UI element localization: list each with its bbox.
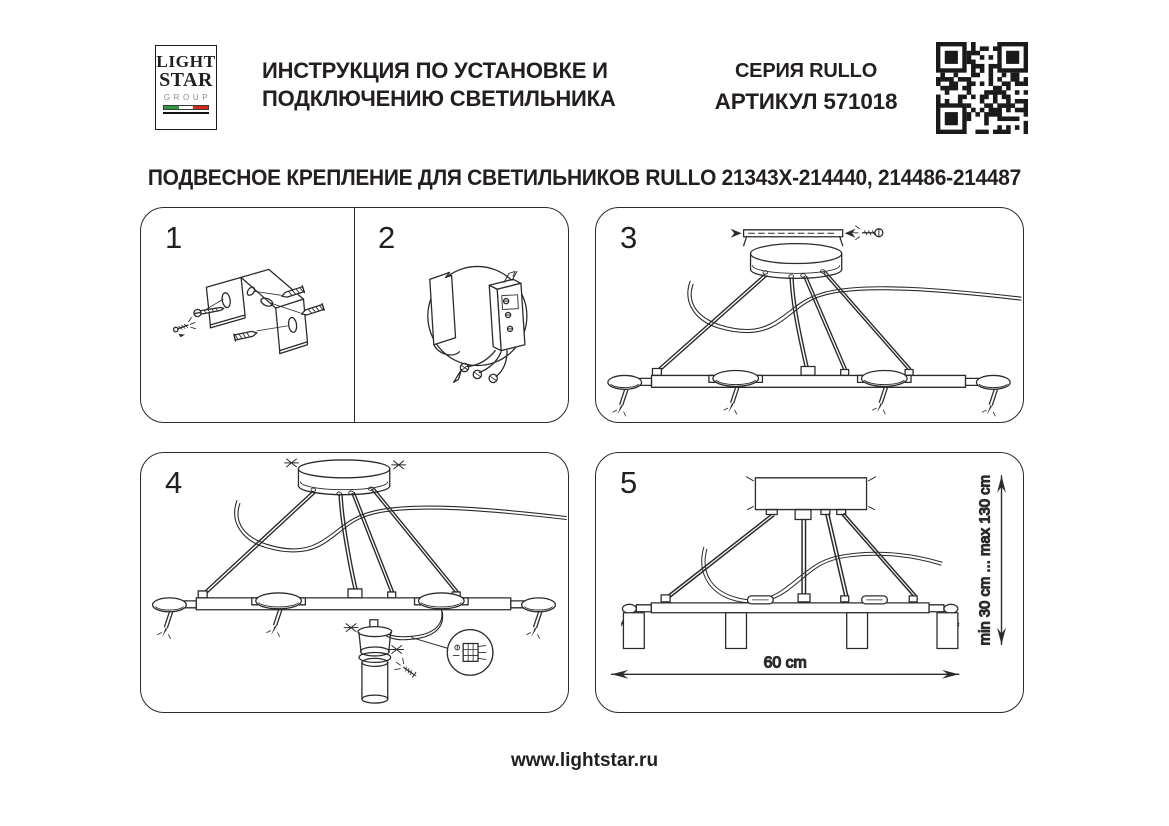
logo-underline [163,112,209,114]
dimension-height-label: min 30 cm ... max 130 cm [977,475,994,646]
step-number-2: 2 [378,220,396,255]
spot-screw-icon [267,610,282,637]
step-number-3: 3 [620,220,638,255]
panel-step-5 [595,452,1024,713]
bracket-drawing [206,269,307,353]
canopy-drawing [751,244,842,279]
footer [0,750,1169,772]
suspension-cables [204,489,458,594]
cylinder-shades [623,613,957,649]
spot-screw-icon [724,387,739,414]
wiring-detail-drawing [354,208,570,422]
dimension-width-label: 60 cm [763,654,807,672]
suspension-cables [666,514,916,599]
final-dimensions-drawing [596,453,1023,712]
pendant-shade-drawing [358,620,392,703]
ceiling-box-drawing [746,477,875,520]
power-cord [702,547,942,603]
lightstar-logo [155,45,217,130]
article-label: АРТИКУЛ 571018 [714,89,898,114]
title-line-2: ПОДКЛЮЧЕНИЮ СВЕТИЛЬНИКА [262,86,616,111]
panel-step-1-2 [140,207,569,423]
logo-word-group: GROUP [163,93,212,102]
twist-mark-icon [285,459,299,467]
step-number-5: 5 [620,465,638,500]
twist-mark-icon [390,646,404,654]
small-screw-icon [392,657,419,682]
terminal-block-drawing [489,271,525,350]
logo-word-star: STAR [159,69,213,91]
twist-mark-icon [392,461,406,469]
width-dimension [612,654,959,678]
lamp-bar-drawing [621,596,958,626]
terminal-detail [412,630,493,676]
series-label: СЕРИЯ RULLO [734,60,878,82]
step-number-1: 1 [165,220,183,255]
qr-code-icon [936,42,1028,134]
spot-screw-icon [527,612,542,639]
power-cord [235,501,567,552]
spot-screw-icon [872,387,887,414]
bracket-plate-drawing [430,272,460,355]
shade-assembly-drawing [141,453,568,712]
power-cord [688,281,1021,332]
logo-word-light: LIGHT [156,52,216,71]
wall-plug-icon [234,329,258,341]
suspension-hanging-drawing [596,208,1023,422]
footer-url: www.lightstar.ru [510,750,659,771]
height-dimension [978,475,1006,645]
wires-drawing [454,351,508,383]
screw-icon [853,226,883,240]
page-title [262,57,616,113]
title-line-1: ИНСТРУКЦИЯ ПО УСТАНОВКЕ И [262,58,608,83]
subtitle: ПОДВЕСНОЕ КРЕПЛЕНИЕ ДЛЯ СВЕТИЛЬНИКОВ RULLO 21343X-214440, 214486-214487 [147,165,1022,190]
twist-mark-icon [344,624,358,632]
italy-flag-icon [163,105,209,110]
step-number-4: 4 [165,465,183,500]
spot-screw-icon [613,389,628,416]
spot-screw-icon [982,389,997,416]
pendant-wire [380,609,443,640]
spot-screw-icon [158,612,173,639]
panel-step-4 [140,452,569,713]
panel-step-3 [595,207,1024,423]
series-block [700,60,912,115]
small-screw-icon [172,317,198,339]
